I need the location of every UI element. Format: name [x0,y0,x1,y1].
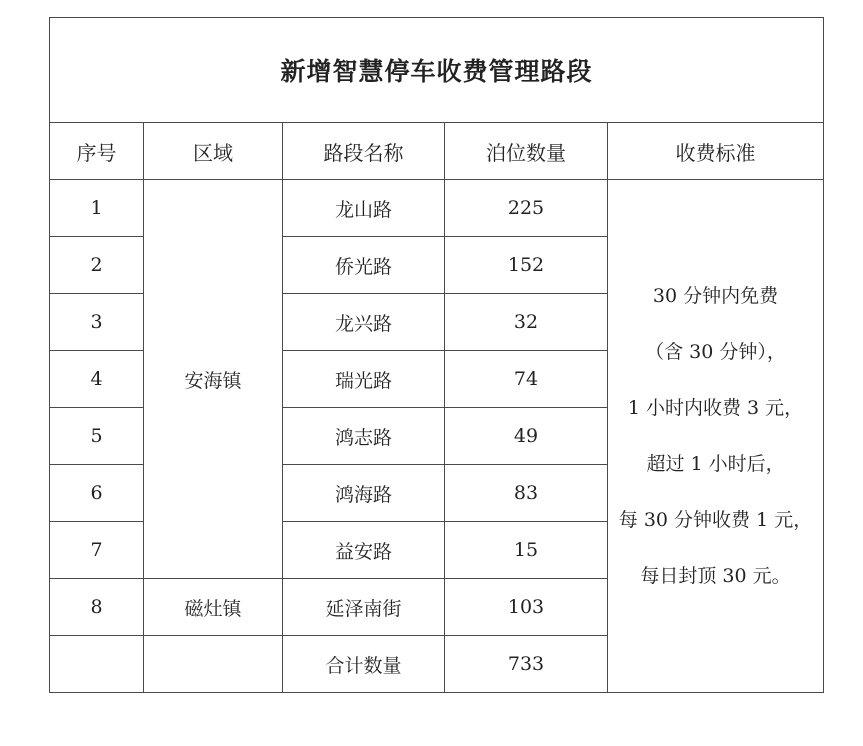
serial-cell: 4 [50,351,144,408]
header-row [50,123,824,180]
total-count-cell: 733 [445,636,608,693]
road-name-cell: 瑞光路 [283,351,445,408]
region-cell-anhai: 安海镇 [144,180,283,579]
parking-fee-table-sheet [49,17,823,697]
serial-cell: 6 [50,465,144,522]
fee-line: 每 30 分钟收费 1 元， [618,509,813,531]
road-name-cell: 侨光路 [283,237,445,294]
serial-cell: 8 [50,579,144,636]
road-name-cell: 龙兴路 [283,294,445,351]
berth-count-cell: 49 [445,408,608,465]
serial-cell: 5 [50,408,144,465]
berth-count-cell: 74 [445,351,608,408]
serial-cell: 3 [50,294,144,351]
road-name-cell: 龙山路 [283,180,445,237]
serial-cell: 2 [50,237,144,294]
fee-line: 1 小时内收费 3 元， [627,397,804,419]
serial-cell: 7 [50,522,144,579]
fee-line: 30 分钟内免费 [652,285,779,307]
total-serial-empty-cell [50,636,144,693]
header-region: 区域 [144,123,283,180]
berth-count-cell: 103 [445,579,608,636]
berth-count-cell: 83 [445,465,608,522]
header-berth-count: 泊位数量 [445,123,608,180]
header-fee-standard: 收费标准 [608,123,824,180]
table-row [50,180,824,237]
road-name-cell: 鸿海路 [283,465,445,522]
title-row [50,18,824,123]
berth-count-cell: 152 [445,237,608,294]
parking-fee-table [49,17,824,693]
berth-count-cell: 15 [445,522,608,579]
region-cell-cizao: 磁灶镇 [144,579,283,636]
fee-line: （含 30 分钟）， [645,341,786,363]
serial-cell: 1 [50,180,144,237]
berth-count-cell: 225 [445,180,608,237]
road-name-cell: 鸿志路 [283,408,445,465]
road-name-cell: 延泽南街 [283,579,445,636]
total-region-empty-cell [144,636,283,693]
fee-standard-cell [608,180,824,693]
total-label-cell: 合计数量 [283,636,445,693]
header-road-name: 路段名称 [283,123,445,180]
fee-line: 超过 1 小时后， [646,453,785,475]
header-serial: 序号 [50,123,144,180]
table-title: 新增智慧停车收费管理路段 [50,18,824,123]
road-name-cell: 益安路 [283,522,445,579]
fee-line: 每日封顶 30 元。 [640,565,791,587]
berth-count-cell: 32 [445,294,608,351]
